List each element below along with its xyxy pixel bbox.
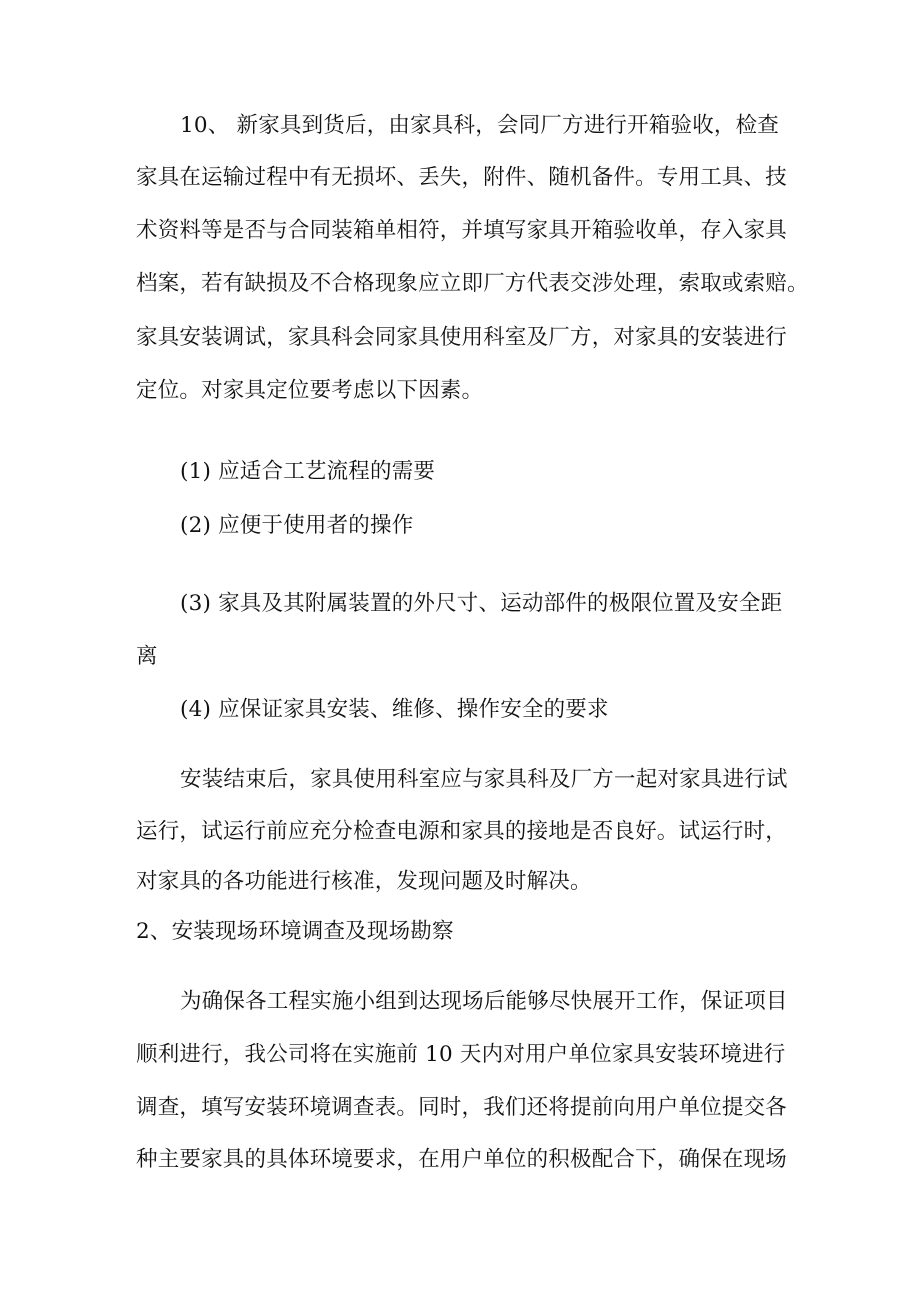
- para3-line-3: 调查，填写安装环境调查表。同时，我们还将提前向用户单位提交各: [136, 1095, 788, 1120]
- para3-line-4: 种主要家具的具体环境要求，在用户单位的积极配合下，确保在现场: [136, 1147, 788, 1172]
- para1-line-6: 定位。对家具定位要考虑以下因素。: [136, 378, 484, 403]
- para1-line-5: 家具安装调试，家具科会同家具使用科室及厂方，对家具的安装进行: [136, 325, 788, 350]
- list-item-1: (1) 应适合工艺流程的需要: [180, 459, 436, 484]
- para1-line-4: 档案，若有缺损及不合格现象应立即厂方代表交涉处理，索取或索赔。: [136, 271, 809, 296]
- para3-line-2: 顺利进行，我公司将在实施前 10 天内对用户单位家具安装环境进行: [136, 1042, 786, 1067]
- list-item-3-line-1: (3) 家具及其附属装置的外尺寸、运动部件的极限位置及安全距: [180, 591, 783, 616]
- list-item-3-line-2: 离: [136, 644, 158, 669]
- list-item-2: (2) 应便于使用者的操作: [180, 513, 414, 538]
- para2-line-1: 安装结束后，家具使用科室应与家具科及厂方一起对家具进行试: [180, 767, 788, 792]
- list-item-4: (4) 应保证家具安装、维修、操作安全的要求: [180, 697, 609, 722]
- para2-line-3: 对家具的各功能进行核准，发现问题及时解决。: [136, 869, 592, 894]
- para1-line-3: 术资料等是否与合同装箱单相符，并填写家具开箱验收单，存入家具: [136, 218, 788, 243]
- section-heading: 2、安装现场环境调查及现场勘察: [136, 919, 454, 944]
- para1-line-1: 10、 新家具到货后，由家具科，会同厂方进行开箱验收，检查: [180, 113, 779, 138]
- para3-line-1: 为确保各工程实施小组到达现场后能够尽快展开工作，保证项目: [180, 989, 788, 1014]
- para1-line-2: 家具在运输过程中有无损坏、丢失，附件、随机备件。专用工具、技: [136, 165, 788, 190]
- para2-line-2: 运行，试运行前应充分检查电源和家具的接地是否良好。试运行时，: [136, 819, 788, 844]
